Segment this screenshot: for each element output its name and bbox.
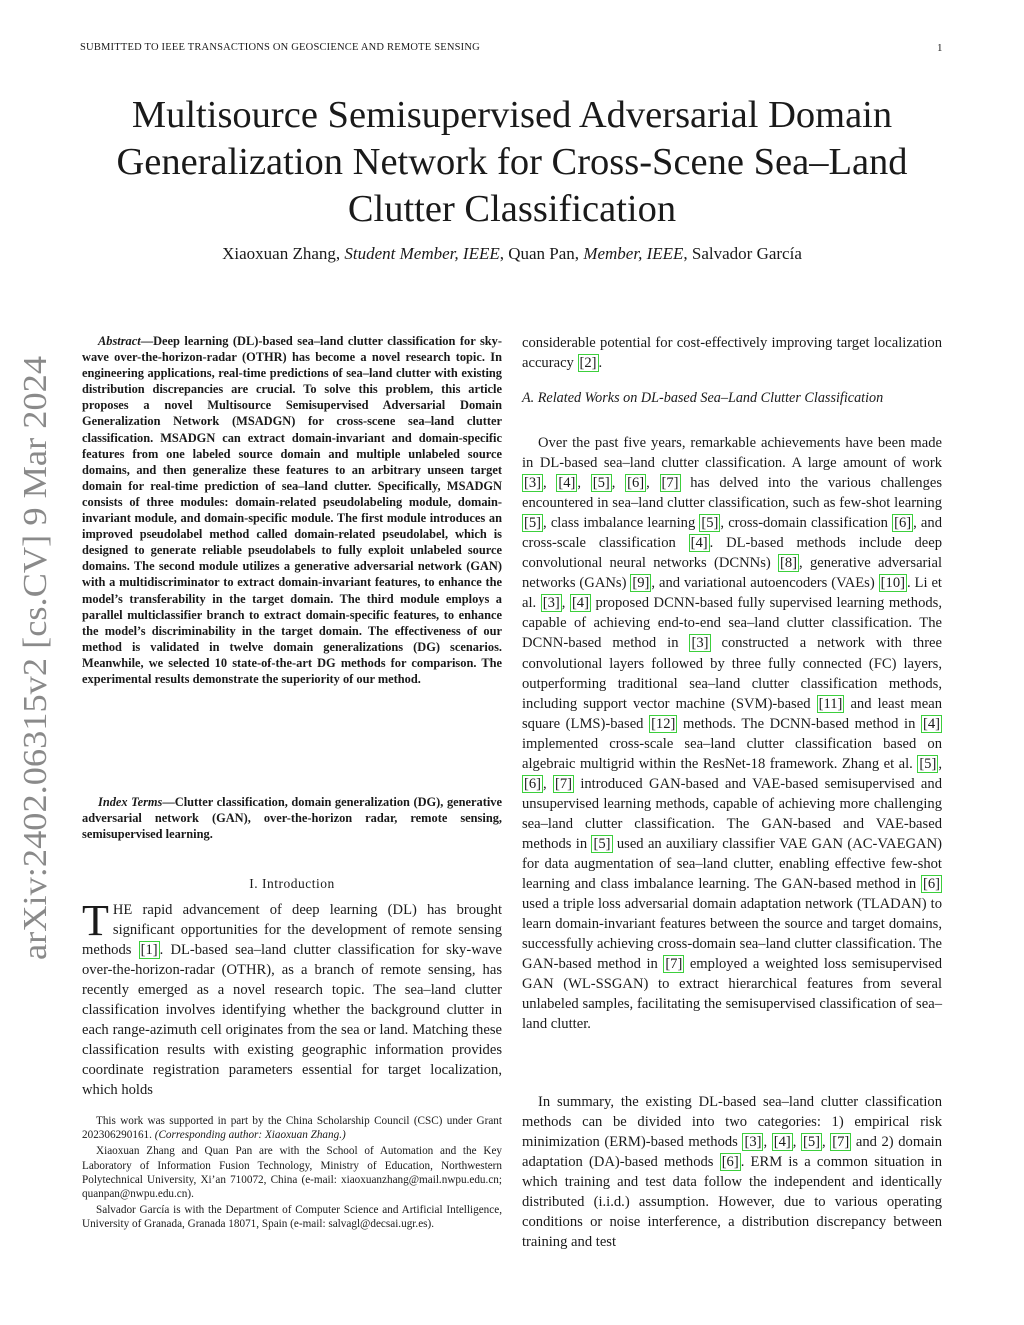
citation-link[interactable]: [9]	[632, 575, 650, 592]
citation-link[interactable]: [5]	[802, 1134, 821, 1150]
arxiv-stamp-text: arXiv:2402.06315v2 [cs.CV] 9 Mar 2024	[17, 395, 54, 960]
paragraph-text: and least mean square (LMS)-based	[522, 695, 942, 732]
paragraph-text: considerable potential for cost-effectively improving target localization accuracy	[522, 335, 942, 371]
citation-link[interactable]: [6]	[894, 515, 912, 532]
paragraph-text: used a triple loss adversarial domain adaptation network (TLADAN) to learn domain-invariant features between the source and target domains, successfully achieving cross-domain sea–land clutter classification. The GAN-based method in	[522, 896, 942, 973]
citation-link[interactable]: [5]	[919, 755, 937, 772]
citation-link[interactable]: [3]	[744, 1134, 762, 1150]
footnote-funding	[82, 1114, 502, 1142]
citation-link[interactable]: [3]	[524, 475, 542, 492]
index-terms-label: Index Terms	[98, 795, 163, 809]
citation-link[interactable]: [4]	[571, 595, 589, 612]
paragraph-text: ,	[611, 475, 626, 492]
citation-link[interactable]: [10]	[880, 575, 905, 592]
footnote-affiliation-1: Xiaoxuan Zhang and Quan Pan are with the School of Automation and the Key Laboratory of Information Fusion Technology, Ministry of Education, Northwestern Polytechnical University, Xi’an 710072, China (e-mail: xiaoxuanzhang@mail.nwpu.edu.cn; quanpan@nwpu.edu.cn).	[82, 1145, 502, 1201]
abstract	[82, 333, 502, 687]
paragraph-text: and 2) domain adaptation (DA)-based methods	[522, 1134, 943, 1170]
paragraph-text: , cross-domain classification	[720, 515, 893, 532]
citation-link[interactable]: [8]	[780, 555, 798, 572]
related-works-paragraph	[522, 433, 942, 1034]
paragraph-text: constructed a network with three convolutional layers followed by three fully connected (FC) layers, outperforming traditional sea–land clutter classification methods, including support vector machine (SVM)-based	[522, 635, 943, 712]
citation-link[interactable]: [4]	[922, 715, 940, 732]
citation-link[interactable]: [7]	[554, 775, 573, 792]
subsection-heading-related-works: A. Related Works on DL-based Sea–Land Clutter Classification	[522, 390, 884, 406]
paragraph-text: ,	[938, 755, 942, 772]
paragraph-text: methods. The DCNN-based method in	[677, 715, 921, 732]
paragraph-text: introduced GAN-based and VAE-based semisupervised and unsupervised learning methods, capable of achieving more challenging sea–land clutter classification. The GAN-based and VAE-based methods in	[522, 775, 942, 852]
paragraph-text: ,	[646, 475, 660, 492]
citation-link[interactable]: [4]	[773, 1134, 791, 1150]
citation-link[interactable]: [5]	[524, 515, 542, 532]
citation-link[interactable]: [6]	[524, 775, 542, 792]
paragraph-text: , and cross-scale classification	[522, 515, 942, 552]
citation-link[interactable]: [11]	[818, 695, 843, 712]
index-terms	[82, 794, 502, 842]
index-terms-text: —Clutter classification, domain generalization (DG), generative adversarial network (GAN), over-the-horizon radar, remote sensing, semisupervised learning.	[82, 795, 502, 842]
citation-link[interactable]: [5]	[701, 515, 719, 532]
paragraph-text: In summary, the existing DL-based sea–land clutter classification methods can be divided into two categories: 1) empirical risk minimization (ERM)-based methods	[522, 1094, 942, 1150]
paragraph-text: implemented cross-scale sea–land clutter classification based on algebraic multigrid within the ResNet-18 framework. Zhang et al.	[522, 735, 942, 772]
title-line: Generalization Network for Cross-Scene Sea–Land	[116, 141, 908, 183]
citation-link[interactable]: [7]	[661, 475, 679, 492]
title-line: Clutter Classification	[347, 188, 677, 230]
citation-link[interactable]: [5]	[592, 475, 610, 492]
paragraph-text: . ERM is a common situation in which training and test data follow the independent and identically distributed (i.i.d.) assumption. However, due to various operating conditions or noise interference, a distribution discrepancy between training and test	[522, 1154, 942, 1250]
paragraph-text: employed a weighted loss semisupervised GAN (WL-SSGAN) to extract hierarchical features from several unlabeled samples, facilitating the semisupervised classification of sea–land clutter.	[522, 956, 943, 1033]
author-role: Student Member, IEEE	[344, 244, 500, 263]
citation-link[interactable]: [7]	[665, 956, 683, 973]
paragraph-text: has delved into the various challenges encountered in sea–land clutter classification, such as few-shot learning	[522, 475, 943, 512]
footnote-affiliation-2: Salvador García is with the Department of Computer Science and Artificial Intelligence, University of Granada, Granada 18071, Spain (e-mail: salvagl@decsai.ugr.es).	[82, 1204, 502, 1231]
citation-link[interactable]: [12]	[651, 715, 676, 732]
drop-cap: T	[82, 896, 109, 945]
intro-text: . DL-based sea–land clutter classification for sky-wave over-the-horizon-radar (OTHR), as a branch of remote sensing, has recently emerged as a novel research topic. The sea–land clutter classification involves identifying whether the background clutter in each range-azimuth cell originates from the sea or land. Matching these classification results with existing geographic information provides coordinate registration parameters essential for target localization, which holds	[82, 942, 502, 1098]
footnote-text: This work was supported in part by the China Scholarship Council (CSC) under Grant 202306290161.	[82, 1115, 502, 1142]
paragraph-text: ,	[763, 1134, 772, 1150]
citation-link[interactable]: [4]	[558, 475, 576, 492]
arxiv-stamp	[2, 350, 60, 960]
citation-link[interactable]: [3]	[542, 595, 560, 612]
paragraph-text: ,	[577, 475, 591, 492]
running-head: SUBMITTED TO IEEE TRANSACTIONS ON GEOSCIENCE AND REMOTE SENSING	[80, 42, 480, 53]
author-list	[60, 244, 964, 264]
citation-link[interactable]: [5]	[593, 835, 611, 852]
citation-link[interactable]: [4]	[690, 535, 708, 552]
intro-continued-paragraph	[522, 333, 942, 373]
footnote-corresponding: (Corresponding author: Xiaoxuan Zhang.)	[154, 1129, 346, 1142]
paragraph-text: ,	[543, 775, 553, 792]
paragraph-text: ,	[543, 475, 557, 492]
author-name: , Quan Pan,	[499, 244, 580, 263]
paragraph-text: .	[598, 355, 603, 371]
paragraph-text: proposed DCNN-based fully supervised learning methods, capable of achieving end-to-end sea–land clutter classification. The DCNN-based method in	[522, 595, 942, 652]
abstract-text: —Deep learning (DL)-based sea–land clutter classification for sky-wave over-the-horizon-radar (OTHR) has become a novel research topic. In engineering applications, real-time predictions of sea–land clutter with existing distribution discrepancies are crucial. To solve this problem, this article proposes a novel Multisource Semisupervised Adversarial Domain Generalization Network (MSADGN) for cross-scene sea–land clutter classification. MSADGN can extract domain-invariant and domain-specific features from one labeled source domain and multiple unlabeled source domains, and then generalize these features to an arbitrary unseen target domain for real-time prediction of sea–land clutter. Specifically, MSADGN consists of three modules: domain-related pseudolabeling module, domain-invariant module, and domain-specific module. The first module introduces an improved pseudolabel method called domain-related pseudolabel, which is designed to generate reliable pseudolabels to fully exploit unlabeled source domains. The second module utilizes a generative adversarial network (GAN) with a multidiscriminator to extract domain-invariant features, to enhance the model’s transferability in the target domain. The third module employs a parallel multiclassifier branch to extract domain-specific features, to enhance the model’s discriminability in the target domain. The effectiveness of our method is validated in twelve domain generalizations (DG) scenarios. Meanwhile, we selected 10 state-of-the-art DG methods for comparison. The experimental results demonstrate the superiority of our method.	[82, 334, 502, 686]
page-number: 1	[937, 42, 943, 54]
citation-link[interactable]: [3]	[691, 635, 709, 652]
paper-title	[60, 92, 964, 233]
paragraph-text: ,	[822, 1134, 831, 1150]
paragraph-text: ,	[792, 1134, 801, 1150]
author-name: Xiaoxuan Zhang,	[222, 244, 341, 263]
intro-text: HE rapid advancement of deep learning (DL) has brought significant opportunities for the development of remote sensing methods	[82, 902, 502, 958]
paragraph-text: Over the past five years, remarkable achievements have been made in DL-based sea–land clutter classification. A large amount of work	[522, 435, 942, 472]
author-name: , Salvador García	[683, 244, 802, 263]
section-heading-introduction: I. Introduction	[249, 876, 335, 891]
citation-link[interactable]: [2]	[579, 355, 597, 371]
paragraph-text: , generative adversarial networks (GANs)	[522, 555, 942, 592]
footnotes	[82, 1114, 502, 1234]
citation-link[interactable]: [6]	[721, 1154, 739, 1170]
paragraph-text: . Li et al.	[522, 575, 942, 612]
abstract-label: Abstract	[98, 334, 141, 348]
author-role: Member, IEEE	[583, 244, 684, 263]
citation-link[interactable]: [7]	[832, 1134, 850, 1150]
citation-link[interactable]: [6]	[922, 876, 940, 893]
intro-paragraph	[82, 896, 502, 1100]
citation-link[interactable]: [6]	[627, 475, 645, 492]
citation-link[interactable]: [1]	[140, 942, 158, 958]
paragraph-text: ,	[561, 595, 570, 612]
paragraph-text: , class imbalance learning	[543, 515, 700, 532]
paragraph-text: . DL-based methods include deep convolutional neural networks (DCNNs)	[522, 535, 943, 572]
summary-paragraph	[522, 1092, 942, 1252]
title-line: Multisource Semisupervised Adversarial Domain	[131, 94, 893, 136]
paragraph-text: , and variational autoencoders (VAEs)	[651, 575, 879, 592]
paragraph-text: used an auxiliary classifier VAE GAN (AC-VAEGAN) for data augmentation of sea–land clutter, enabling effective few-shot learning and class imbalance learning. The GAN-based method in	[522, 835, 942, 893]
